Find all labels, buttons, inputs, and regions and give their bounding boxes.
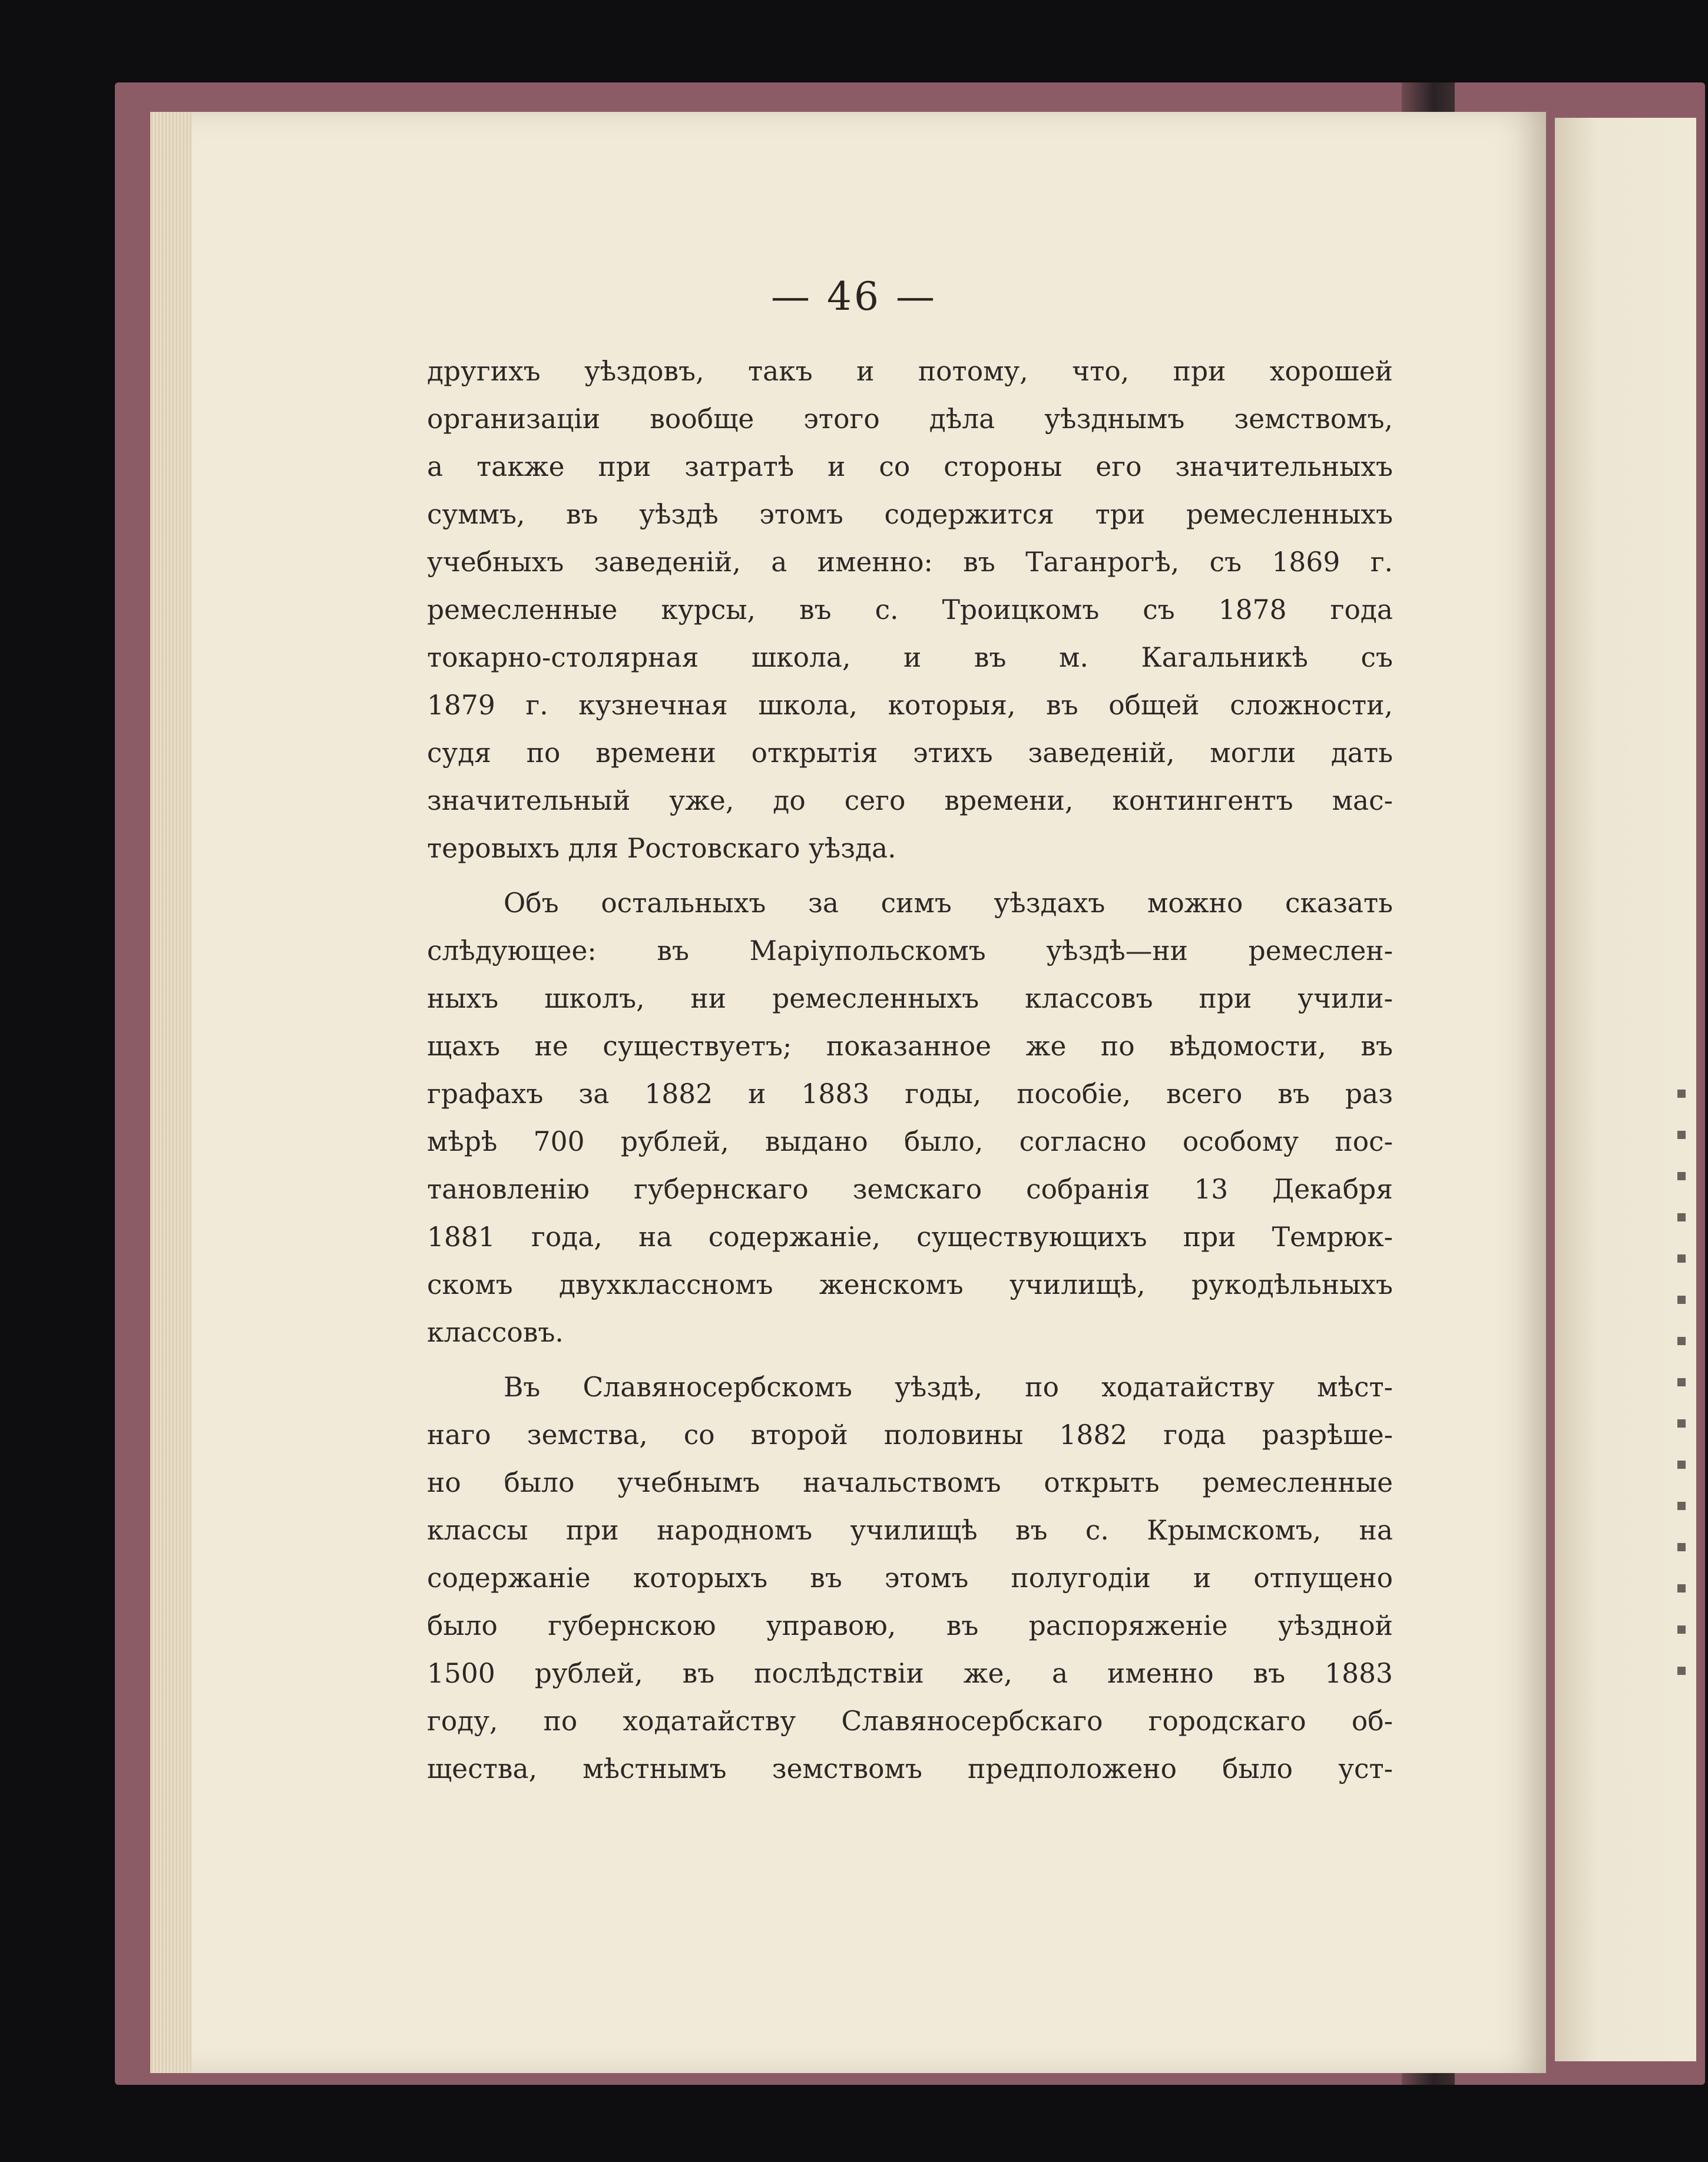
text-line: графахъ за 1882 и 1883 годы, пособіе, всего въ раз bbox=[427, 1078, 1393, 1110]
text-line: а также при затратѣ и со стороны его значительныхъ bbox=[427, 451, 1393, 482]
text-line: суммъ, въ уѣздѣ этомъ содержится три ремесленныхъ bbox=[427, 499, 1393, 530]
text-line: другихъ уѣздовъ, такъ и потому, что, при хорошей bbox=[427, 356, 1393, 387]
text-line: было губернскою управою, въ распоряженіе уѣздной bbox=[427, 1610, 1393, 1641]
body-text bbox=[427, 347, 1393, 1793]
text-line: 1879 г. кузнечная школа, которыя, въ общей сложности, bbox=[427, 690, 1393, 721]
text-line: наго земства, со второй половины 1882 года разрѣше- bbox=[427, 1419, 1393, 1451]
text-line: мѣрѣ 700 рублей, выдано было, согласно особому пос- bbox=[427, 1126, 1393, 1157]
text-line: учебныхъ заведеній, а именно: въ Таганрогѣ, съ 1869 г. bbox=[427, 547, 1393, 578]
text-line: классовъ. bbox=[427, 1317, 564, 1348]
paragraph-3 bbox=[427, 1363, 1393, 1793]
text-line: судя по времени открытія этихъ заведеній, могли дать bbox=[427, 737, 1393, 769]
text-line: значительный уже, до сего времени, контингентъ мас- bbox=[427, 785, 1393, 816]
text-line: содержаніе которыхъ въ этомъ полугодіи и отпущено bbox=[427, 1562, 1393, 1594]
text-line: токарно-столярная школа, и въ м. Кагальникѣ съ bbox=[427, 642, 1393, 673]
text-line: щахъ не существуетъ; показанное же по вѣдомости, въ bbox=[427, 1031, 1393, 1062]
text-line: но было учебнымъ начальствомъ открыть ремесленные bbox=[427, 1467, 1393, 1498]
text-line: 1881 года, на содержаніе, существующихъ при Темрюк- bbox=[427, 1221, 1393, 1253]
text-line: ремесленные курсы, въ с. Троицкомъ съ 1878 года bbox=[427, 594, 1393, 625]
text-line: тановленію губернскаго земскаго собранія 13 Декабря bbox=[427, 1174, 1393, 1205]
text-line: классы при народномъ училищѣ въ с. Крымскомъ, на bbox=[427, 1515, 1393, 1546]
paragraph-1 bbox=[427, 347, 1393, 872]
paragraph-2 bbox=[427, 879, 1393, 1356]
text-line: Въ Славяносербскомъ уѣздѣ, по ходатайству мѣст- bbox=[504, 1372, 1393, 1403]
adjacent-page bbox=[1555, 118, 1696, 2061]
text-line: щества, мѣстнымъ земствомъ предположено было уст- bbox=[427, 1753, 1393, 1784]
page-number: — 46 — bbox=[771, 274, 937, 319]
text-line: 1500 рублей, въ послѣдствіи же, а именно въ 1883 bbox=[427, 1658, 1393, 1689]
text-line: ныхъ школъ, ни ремесленныхъ классовъ при учили- bbox=[427, 983, 1393, 1014]
text-line: году, по ходатайству Славяносербскаго городскаго об- bbox=[427, 1706, 1393, 1737]
adjacent-page-text-edge bbox=[1677, 1090, 1686, 1678]
text-line: скомъ двухклассномъ женскомъ училищѣ, рукодѣльныхъ bbox=[427, 1269, 1393, 1300]
text-line: теровыхъ для Ростовскаго уѣзда. bbox=[427, 833, 896, 864]
text-line: организаціи вообще этого дѣла уѣзднымъ земствомъ, bbox=[427, 403, 1393, 435]
text-line: слѣдующее: въ Маріупольскомъ уѣздѣ—ни ремеслен- bbox=[427, 935, 1393, 966]
text-line: Объ остальныхъ за симъ уѣздахъ можно сказать bbox=[504, 888, 1393, 919]
